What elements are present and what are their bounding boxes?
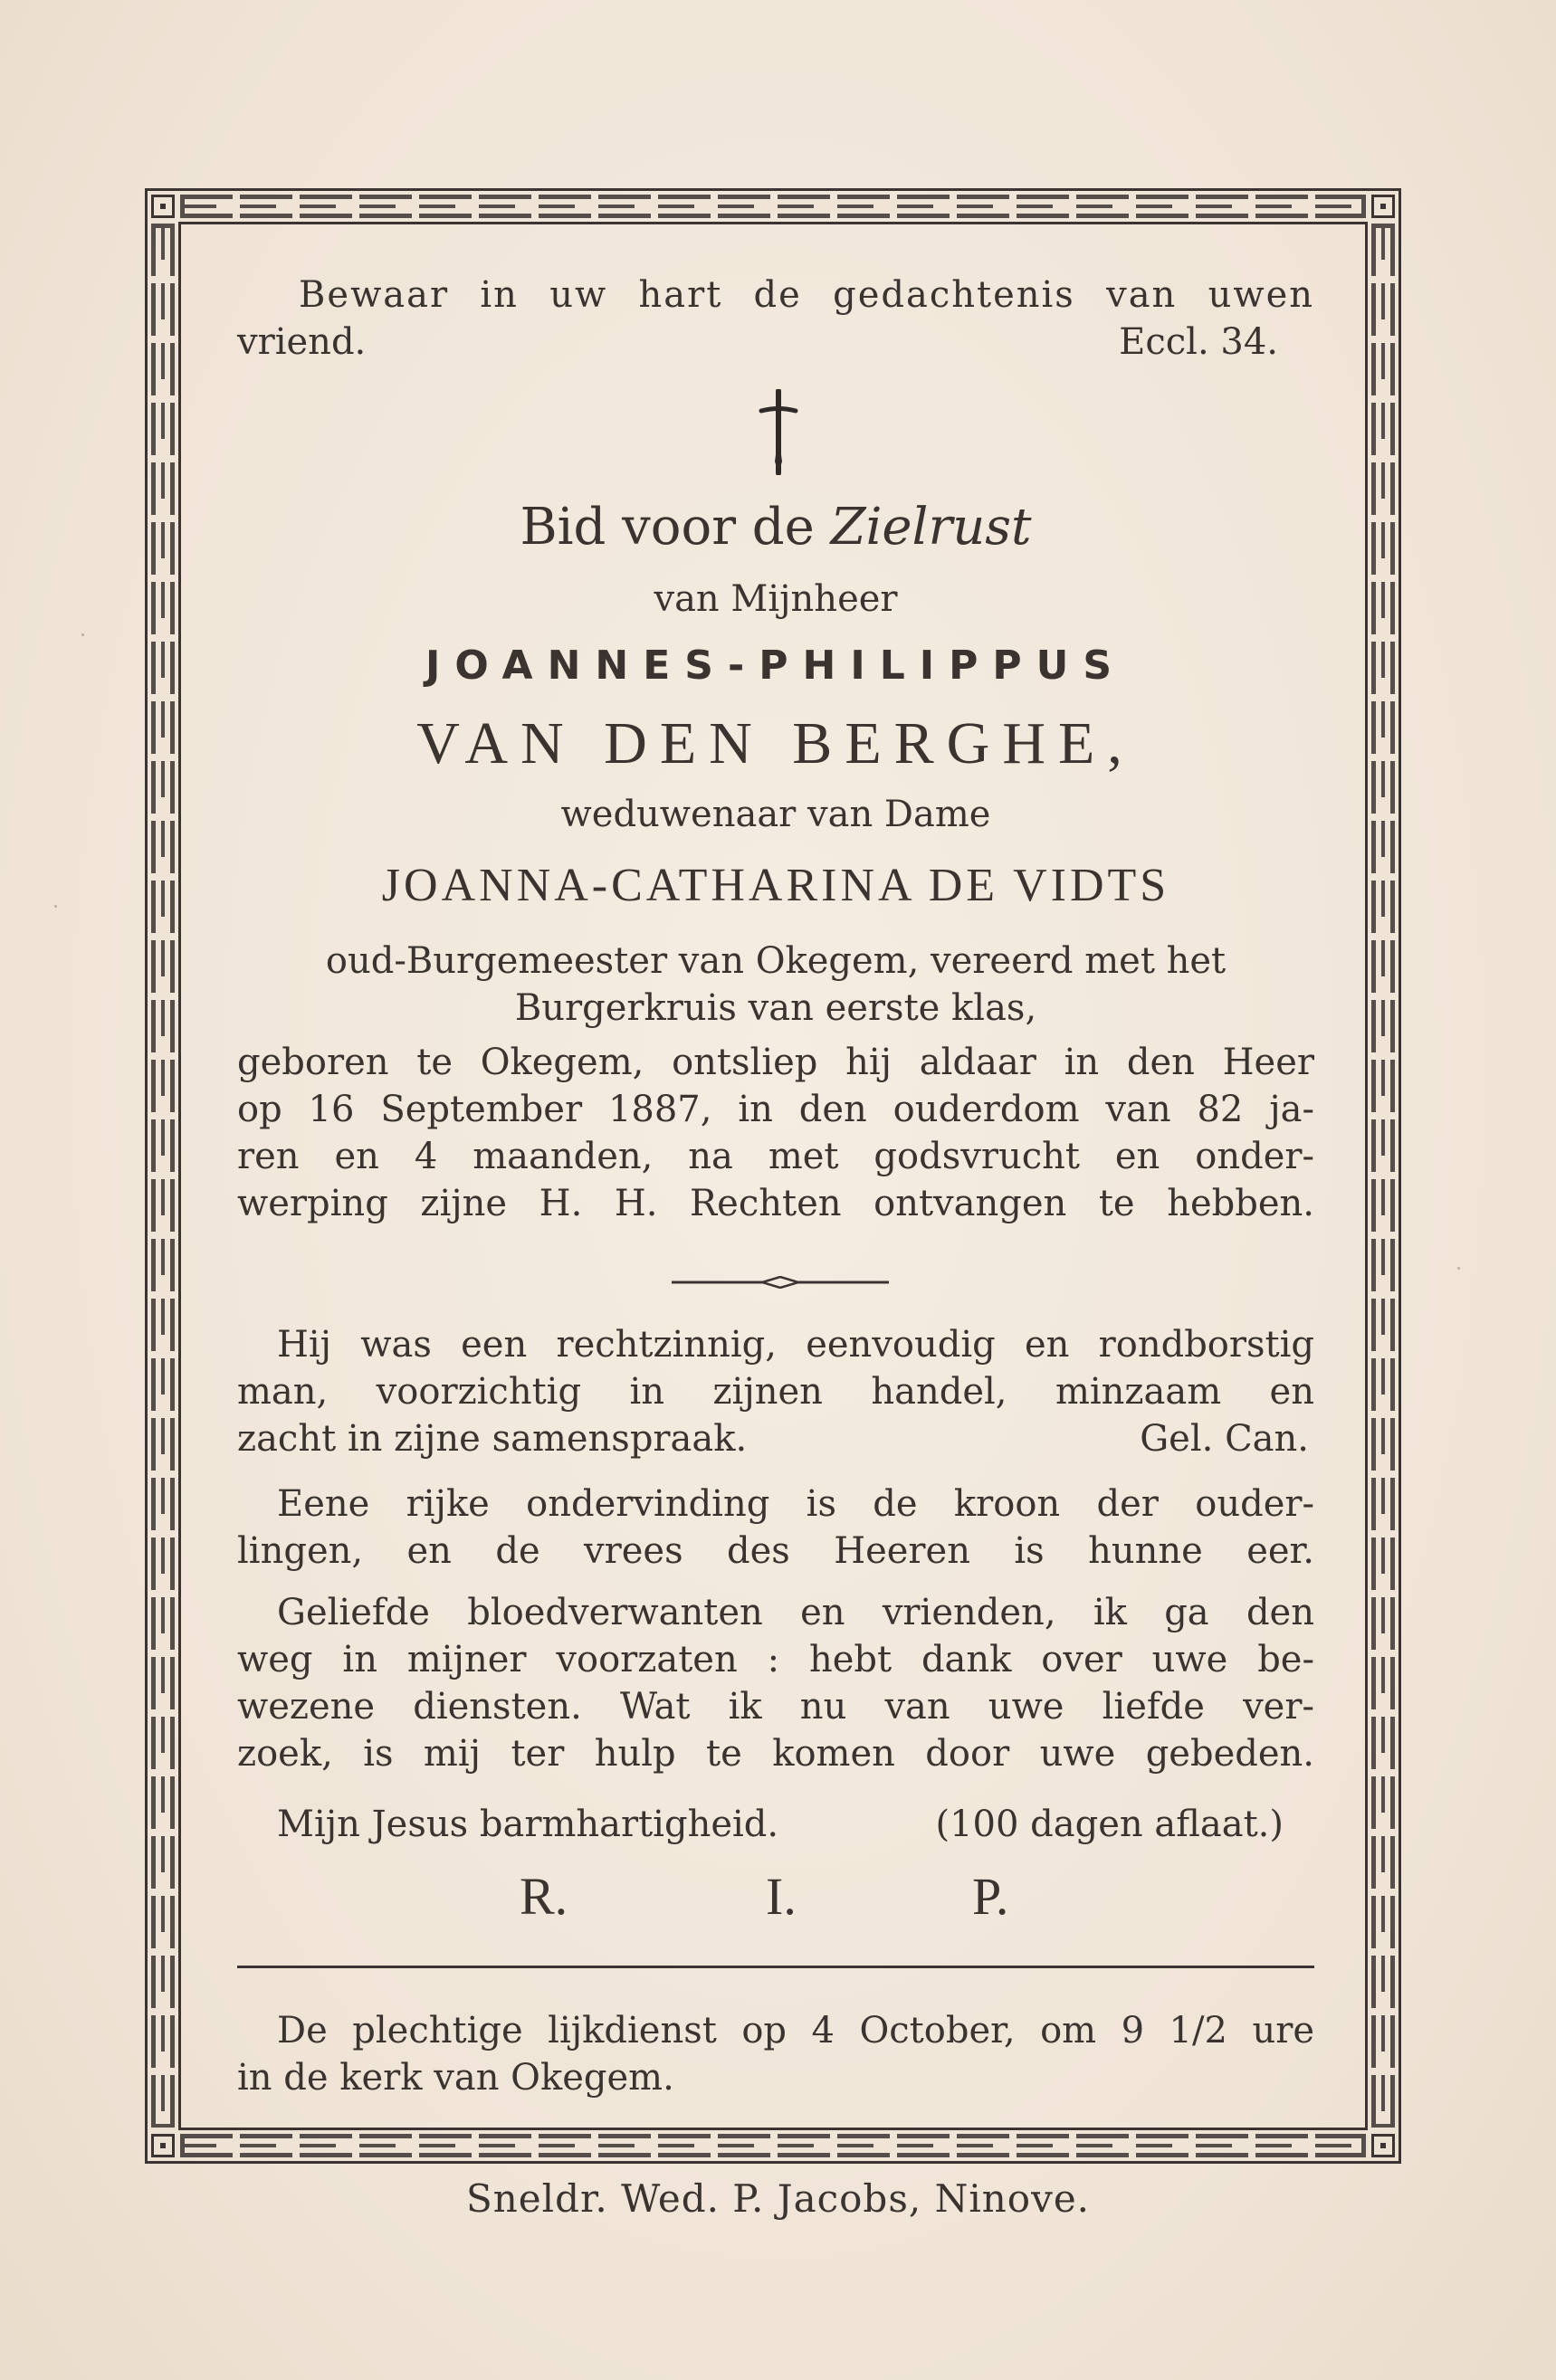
para3-line-4: zoek, is mij ter hulp te komen door uwe gebeden. [237, 1733, 1314, 1775]
indulgence-note: (100 dagen aflaat.) [935, 1804, 1284, 1845]
service-line-2: in de kerk van Okegem. [237, 2057, 674, 2099]
funeral-service [237, 2007, 1314, 2101]
deceased-surname: VAN DEN BERGHE, [416, 710, 1135, 776]
rip-initials [237, 1866, 1314, 1929]
para3-line-2: weg in mijner voorzaten : hebt dank over uwe be- [237, 1639, 1314, 1680]
prayer-heading-italic: Zielrust [830, 498, 1032, 557]
paper-speck [81, 633, 84, 636]
para1-line-1: Hij was een rechtzinnig, eenvoudig en rondborstig [277, 1324, 1314, 1366]
prayer-text: Mijn Jesus barmhartigheid. [277, 1804, 779, 1845]
rip-i: I. [766, 1867, 797, 1926]
para3-line-3: wezene diensten. Wat ik nu van uwe liefde ver- [237, 1686, 1314, 1728]
border-band-left [151, 224, 175, 2128]
para1-line-3-text: zacht in zijne samenspraak. [237, 1418, 748, 1460]
para1-reference: Gel. Can. [1140, 1418, 1309, 1460]
biography [237, 938, 1314, 1227]
para1-line-3 [237, 1415, 1314, 1462]
indulgence-prayer [277, 1801, 1284, 1848]
motto-line-1: Bewaar in uw hart de gedachtenis van uwen [299, 274, 1314, 316]
bio-line-5: ren en 4 maanden, na met godsvrucht en onder- [237, 1136, 1314, 1177]
paragraph-character [237, 1321, 1314, 1462]
border-band-right [1371, 224, 1395, 2128]
latin-cross-icon [756, 389, 801, 475]
scripture-motto [237, 271, 1314, 366]
para1-line-2: man, voorzichtig in zijnen handel, minzaam en [237, 1371, 1314, 1413]
bio-line-4: op 16 September 1887, in den ouderdom van 82 ja- [237, 1089, 1314, 1130]
border-band-bottom [180, 2134, 1366, 2157]
deceased-given-names: JOANNES-PHILIPPUS [425, 643, 1127, 689]
spouse-name: JOANNA-CATHARINA DE VIDTS [381, 860, 1170, 911]
bio-line-1: oud-Burgemeester van Okegem, vereerd met het [325, 940, 1227, 982]
bio-line-6: werping zijne H. H. Rechten ontvangen te hebben. [237, 1183, 1314, 1224]
prayer-heading-prefix: Bid voor de [520, 498, 831, 557]
para2-line-1: Eene rijke ondervinding is de kroon der ouder- [277, 1483, 1314, 1525]
motto-line-2 [237, 319, 1314, 366]
paragraph-farewell [237, 1589, 1314, 1777]
bio-line-3: geboren te Okegem, ontsliep hij aldaar in den Heer [237, 1042, 1314, 1083]
bio-line-2: Burgerkruis van eerste klas, [514, 987, 1037, 1029]
border-corner-top-right [1371, 195, 1395, 218]
border-corner-bottom-right [1371, 2134, 1395, 2157]
rip-p: P. [972, 1867, 1009, 1926]
prayer-heading [237, 496, 1314, 559]
paper-speck [1457, 1267, 1460, 1270]
paper-speck [54, 905, 57, 908]
para3-line-1: Geliefde bloedverwanten en vrienden, ik ga den [277, 1592, 1314, 1633]
para2-line-2: lingen, en de vrees des Heeren is hunne eer. [237, 1530, 1314, 1572]
motto-word-vriend: vriend. [237, 321, 367, 363]
heading-sub: van Mijnheer [654, 578, 898, 620]
printer-imprint: Sneldr. Wed. P. Jacobs, Ninove. [465, 2176, 1091, 2221]
widower-relation: weduwenaar van Dame [560, 794, 991, 835]
paragraph-experience [237, 1480, 1314, 1575]
border-band-top [180, 195, 1366, 218]
section-divider-rule [237, 1966, 1314, 1968]
border-corner-top-left [151, 195, 175, 218]
service-line-1: De plechtige lijkdienst op 4 October, om 9 1/2 ure [277, 2010, 1314, 2052]
motto-reference: Eccl. 34. [1119, 321, 1278, 363]
rip-r: R. [520, 1867, 568, 1926]
ornamental-divider [672, 1276, 889, 1289]
border-corner-bottom-left [151, 2134, 175, 2157]
